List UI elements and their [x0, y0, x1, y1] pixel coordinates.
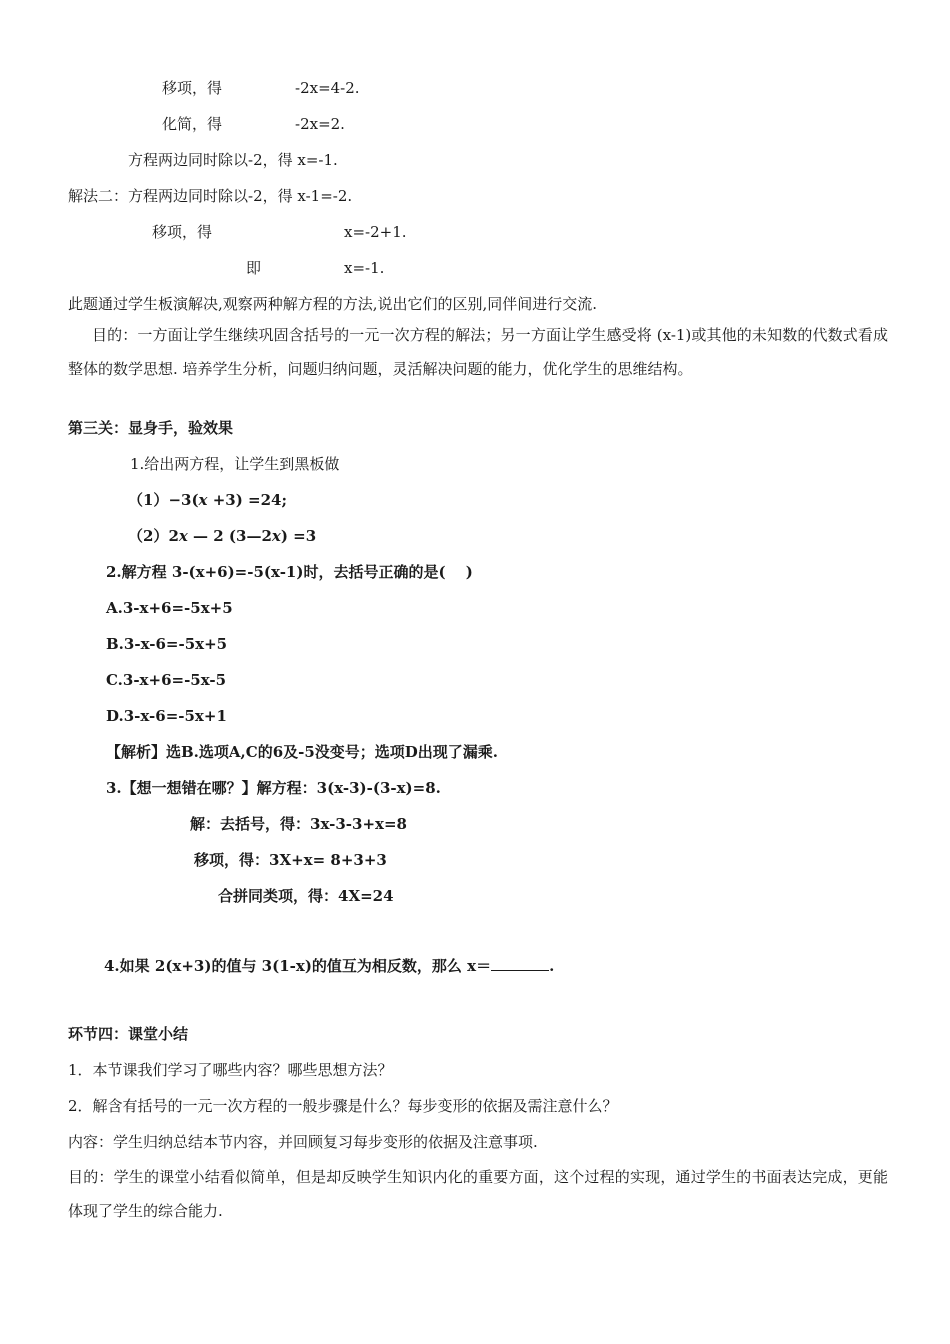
- summary-item-1: 1．本节课我们学习了哪些内容？哪些思想方法？: [68, 1061, 393, 1079]
- q1-eq2-part-b: — 2 (3—2: [187, 527, 272, 545]
- q1-eq2-part-a: 2: [168, 527, 179, 545]
- sol1-step2-label: 化简，得: [162, 115, 223, 133]
- sol1-step3: 方程两边同时除以-2，得 x=-1.: [128, 151, 338, 169]
- q2-option-c: C.3-x+6=-5x-5: [106, 671, 227, 689]
- sol2-line1: 解法二：方程两边同时除以-2，得 x-1=-2.: [68, 187, 353, 205]
- q1-eq2-variable-2: x: [271, 527, 281, 545]
- q3-step-2: 移项，得：3X+x= 8+3+3: [194, 851, 387, 869]
- q4-text: [104, 956, 554, 976]
- q1-eq2-variable: x: [178, 527, 188, 545]
- summary-purpose-text: 目的：学生的课堂小结看似简单，但是却反映学生知识内化的重要方面，这个过程的实现，通过学生的书面表达完成，更能体现了学生的综合能力.: [68, 1168, 888, 1220]
- q3-step-3: 合拼同类项，得：4X=24: [218, 887, 394, 905]
- q2-option-d: D.3-x-6=-5x+1: [106, 707, 227, 725]
- q1-eq1-variable: x: [198, 491, 208, 509]
- q1-equation-2: [128, 526, 316, 546]
- section3-title: 第三关：显身手，验效果: [68, 419, 234, 437]
- q1-eq1-part-a: −3(: [168, 491, 199, 509]
- q1-equation-1: [128, 490, 287, 510]
- sol2-step2-label: 即: [246, 259, 262, 277]
- q3-step-1: 解：去括号，得：3x-3-3+x=8: [190, 815, 407, 833]
- purpose-paragraph-1: [68, 318, 888, 386]
- q1-eq2-prefix: （2）: [128, 527, 169, 545]
- q2-text: 2.解方程 3-(x+6)=-5(x-1)时，去括号正确的是( ): [106, 563, 473, 581]
- sol1-step1-eq: -2x=4-2.: [295, 79, 360, 97]
- sol2-step1-eq: x=-2+1.: [344, 223, 407, 241]
- q1-eq1-prefix: （1）: [128, 491, 169, 509]
- q4-text-after: .: [549, 957, 555, 975]
- q4-answer-blank: [491, 956, 549, 971]
- sol1-step1-label: 移项，得: [162, 79, 223, 97]
- discussion-text: 此题通过学生板演解决,观察两种解方程的方法,说出它们的区别,同伴间进行交流.: [68, 295, 598, 313]
- sol1-step2-eq: -2x=2.: [295, 115, 345, 133]
- purpose-1-text: 目的：一方面让学生继续巩固含括号的一元一次方程的解法；另一方面让学生感受将 (x-1)或其他的未知数的代数式看成整体的数学思想. 培养学生分析，问题归纳问题，灵活解决问题的能力，优化学生的思维结构。: [68, 326, 888, 378]
- q1-eq2-part-c: ) =3: [280, 527, 317, 545]
- q4-text-before: 4.如果 2(x+3)的值与 3(1-x)的值互为相反数，那么 x＝: [104, 957, 492, 975]
- q2-option-a: A.3-x+6=-5x+5: [106, 599, 233, 617]
- q2-option-b: B.3-x-6=-5x+5: [106, 635, 228, 653]
- section4-title: 环节四：课堂小结: [68, 1025, 189, 1043]
- q3-text: 3.【想一想错在哪？】解方程：3(x-3)-(3-x)=8.: [106, 779, 441, 797]
- sol2-step1-label: 移项，得: [152, 223, 213, 241]
- sol2-step2-eq: x=-1.: [344, 259, 385, 277]
- summary-purpose-paragraph: [68, 1160, 888, 1228]
- q2-analysis: 【解析】选B.选项A,C的6及-5没变号；选项D出现了漏乘.: [106, 743, 499, 761]
- summary-item-2: 2．解含有括号的一元一次方程的一般步骤是什么？每步变形的依据及需注意什么？: [68, 1097, 618, 1115]
- summary-content: 内容：学生归纳总结本节内容，并回顾复习每步变形的依据及注意事项.: [68, 1133, 538, 1151]
- q1-intro: 1.给出两方程，让学生到黑板做: [130, 455, 340, 473]
- q1-eq1-part-b: +3) =24;: [207, 491, 288, 509]
